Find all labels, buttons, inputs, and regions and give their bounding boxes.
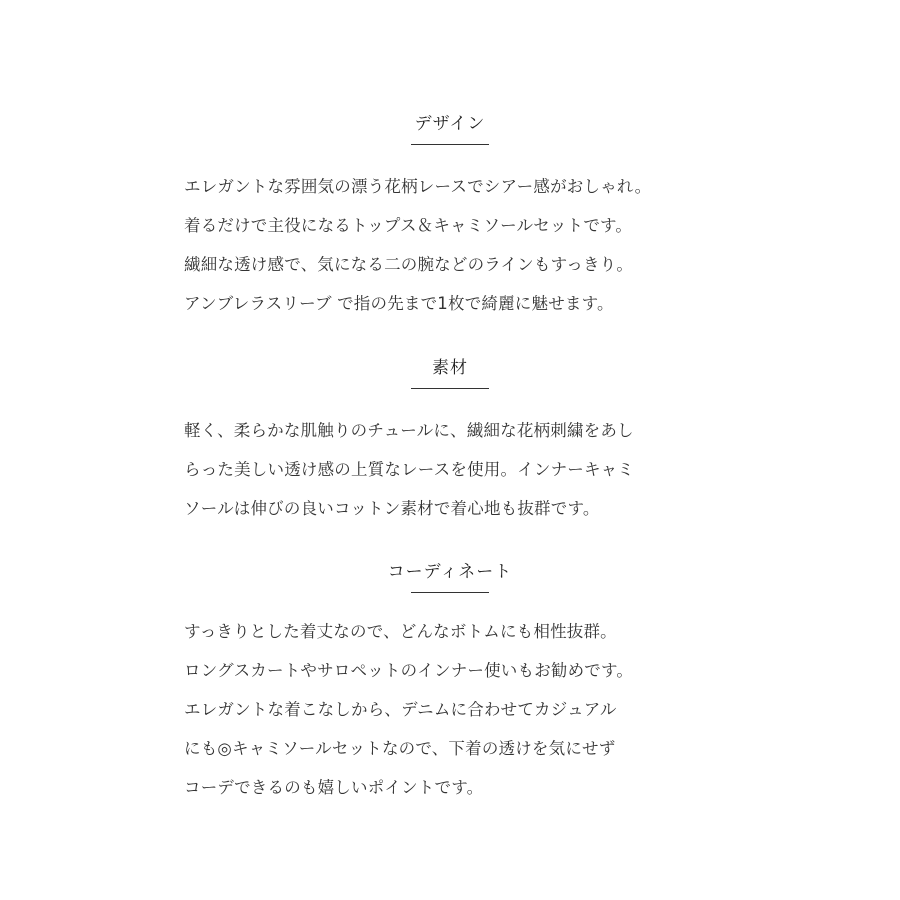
heading-underline bbox=[411, 388, 489, 389]
body-line: すっきりとした着丈なので、どんなボトムにも相性抜群。 bbox=[184, 622, 617, 641]
section-coordinate-header bbox=[0, 561, 900, 593]
body-line: ロングスカートやサロペットのインナー使いもお勧めです。 bbox=[184, 661, 634, 680]
body-line: らった美しい透け感の上質なレースを使用。インナーキャミ bbox=[184, 460, 635, 479]
heading-underline bbox=[411, 592, 489, 593]
heading-underline bbox=[411, 144, 489, 145]
body-line: ソールは伸びの良いコットン素材で着心地も抜群です。 bbox=[184, 499, 600, 518]
section-material-header bbox=[0, 357, 900, 389]
section-body-material bbox=[184, 411, 744, 528]
section-heading-coordinate: コーディネート bbox=[387, 562, 513, 582]
body-line: 繊細な透け感で、気になる二の腕などのラインもすっきり。 bbox=[184, 255, 634, 274]
body-line: アンブレラスリーブ で指の先まで1枚で綺麗に魅せます。 bbox=[184, 294, 614, 313]
section-heading-material: 素材 bbox=[432, 358, 468, 378]
body-line: エレガントな着こなしから、デニムに合わせてカジュアル bbox=[184, 700, 617, 719]
section-heading-design: デザイン bbox=[414, 114, 486, 134]
body-line: にも◎キャミソールセットなので、下着の透けを気にせず bbox=[184, 739, 616, 758]
body-line: 軽く、柔らかな肌触りのチュールに、繊細な花柄刺繍をあし bbox=[184, 421, 634, 440]
body-line: 着るだけで主役になるトップス＆キャミソールセットです。 bbox=[184, 216, 633, 235]
body-line: コーデできるのも嬉しいポイントです。 bbox=[184, 778, 484, 797]
section-body-coordinate bbox=[184, 612, 744, 807]
section-design-header bbox=[0, 113, 900, 145]
body-line: エレガントな雰囲気の漂う花柄レースでシアー感がおしゃれ。 bbox=[184, 177, 652, 196]
section-body-design bbox=[184, 167, 744, 323]
